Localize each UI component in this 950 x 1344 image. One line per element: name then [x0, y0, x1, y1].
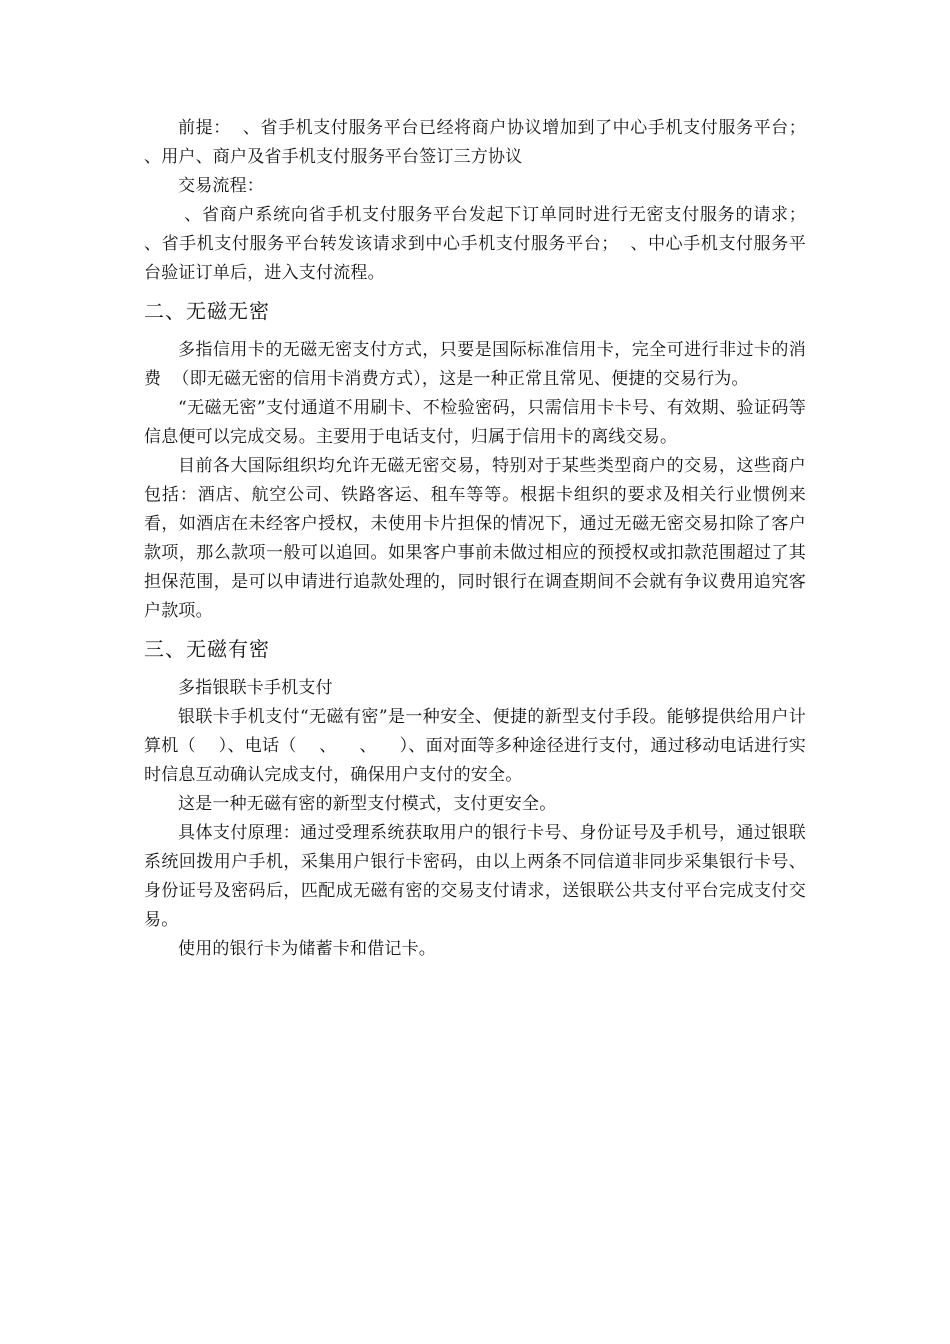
section2-paragraph-1: 多指信用卡的无磁无密支付方式，只要是国际标准信用卡，完全可进行非过卡的消费 （即无磁无密的信用卡消费方式），这是一种正常且常见、便捷的交易行为。 [144, 340, 806, 389]
document-body [144, 114, 840, 964]
section3-paragraph-5: 使用的银行卡为储蓄卡和借记卡。 [178, 939, 436, 959]
section3-paragraph-3: 这是一种无磁有密的新型支付模式，支付更安全。 [178, 794, 557, 814]
section-spacer [144, 626, 806, 630]
section2-paragraph-3: 目前各大国际组织均允许无磁无密交易，特别对于某些类型商户的交易，这些商户包括：酒店、航空公司、铁路客运、租车等等。根据卡组织的要求及相关行业惯例来看，如酒店在未经客户授权，未使用卡片担保的情况下，通过无磁无密交易扣除了客户款项，那么款项一般可以追回。如果客户事前未做过相应的预授权或扣款范围超过了其担保范围，是可以申请进行追款处理的，同时银行在调查期间不会就有争议费用追究客户款项。 [144, 456, 806, 621]
flow-paragraph: 、省商户系统向省手机支付服务平台发起下订单同时进行无密支付服务的请求； 、省手机支付服务平台转发该请求到中心手机支付服务平台； 、中心手机支付服务平台验证订单后，进入支付流程。 [144, 205, 818, 283]
section-spacer [144, 288, 806, 292]
section-heading-2: 二、无磁无密 [144, 299, 270, 323]
flow-label: 交易流程： [178, 176, 264, 196]
section3-paragraph-1: 多指银联卡手机支付 [178, 678, 333, 698]
section-heading-3: 三、无磁有密 [144, 637, 270, 661]
section2-paragraph-2: “无磁无密”支付通道不用刷卡、不检验密码，只需信用卡卡号、有效期、验证码等信息便可以完成交易。主要用于电话支付，归属于信用卡的离线交易。 [144, 398, 806, 447]
premise-paragraph: 前提： 、省手机支付服务平台已经将商户协议增加到了中心手机支付服务平台； 、用户、商户及省手机支付服务平台签订三方协议 [144, 118, 818, 167]
section3-paragraph-2: 银联卡手机支付“无磁有密”是一种安全、便捷的新型支付手段。能够提供给用户计算机（ ）、电话（ 、 、 ）、面对面等多种途径进行支付，通过移动电话进行实时信息互动确认完成支付，确保用户支付的安全。 [144, 707, 806, 785]
section3-paragraph-4: 具体支付原理：通过受理系统获取用户的银行卡号、身份证号及手机号，通过银联 系统回拨用户手机，采集用户银行卡密码，由以上两条不同信道非同步采集银行卡号、身份证号及密码后，匹配成无磁有密的交易支付请求，送银联公共支付平台完成支付交易。 [144, 823, 840, 930]
